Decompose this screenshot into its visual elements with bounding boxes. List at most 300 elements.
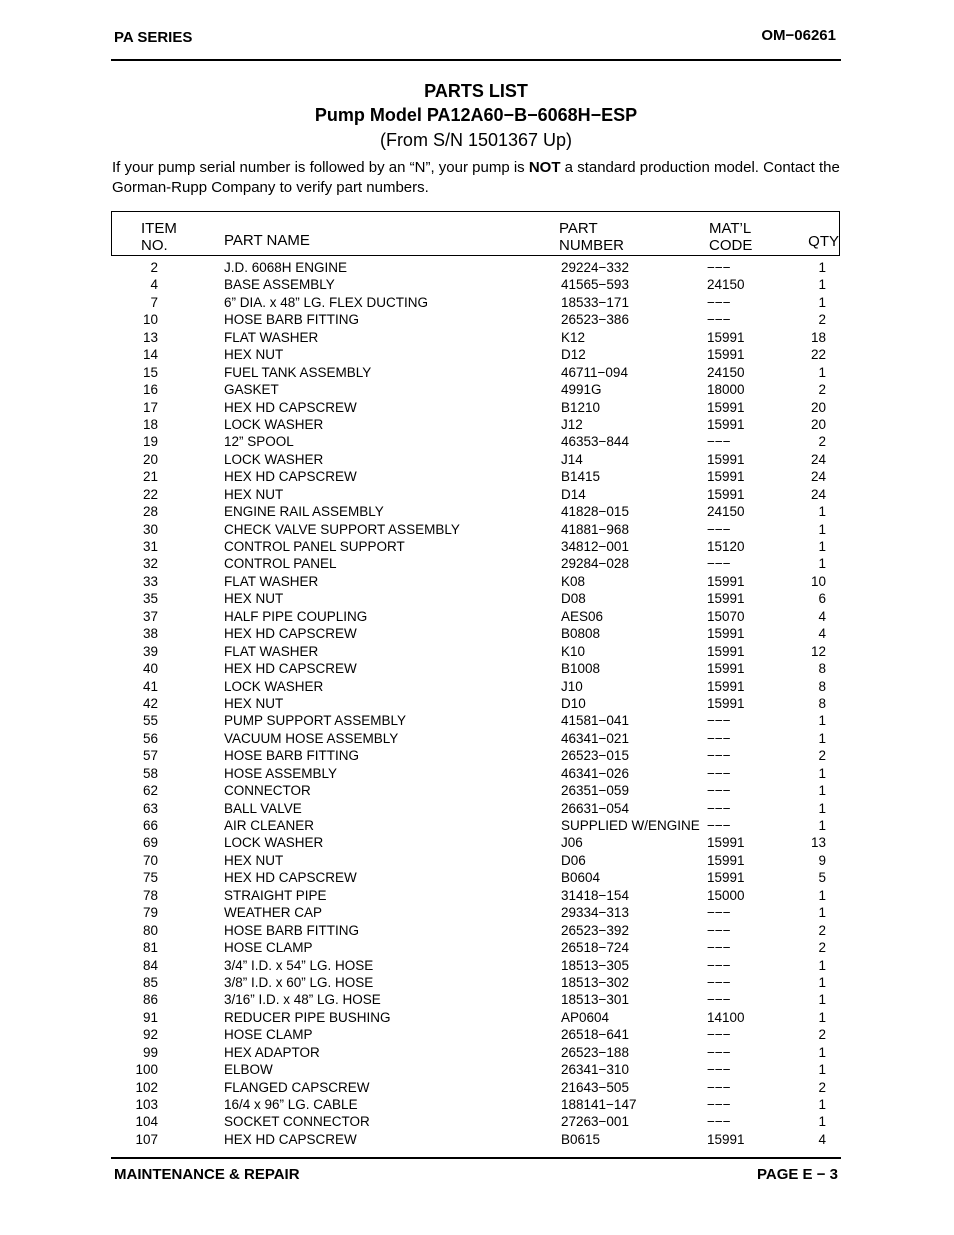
quantity: 1 [818,974,826,990]
material-code: 15991 [707,347,745,363]
material-code: −−− [707,818,731,833]
table-row [0,800,954,817]
table-row [0,381,954,398]
item-number: 15 [142,364,158,380]
pump-model: Pump Model PA12A60−B−6068H−ESP [314,105,638,125]
table-row [0,486,954,503]
quantity: 24 [810,451,826,467]
quantity: 1 [818,887,826,903]
quantity: 2 [818,382,826,398]
table-row [0,660,954,677]
item-number: 39 [142,643,158,659]
quantity: 1 [818,504,826,520]
material-code: −−− [707,1097,731,1112]
part-number: B0604 [561,870,601,886]
part-number: 46711−094 [561,364,628,380]
part-number: SUPPLIED W/ENGINE [561,818,700,833]
part-name: HEX NUT [224,486,284,502]
material-code: −−− [707,748,731,764]
quantity: 2 [818,434,826,450]
part-number: 41881−968 [561,521,629,537]
part-name: HEX HD CAPSCREW [224,399,357,415]
item-number: 99 [142,1044,158,1060]
item-number: 32 [142,556,158,572]
part-name: 6” DIA. x 48” LG. FLEX DUCTING [224,294,429,310]
quantity: 1 [818,539,826,554]
item-number: 17 [142,399,158,415]
table-row [0,311,954,328]
quantity: 1 [818,521,826,537]
part-name: HEX ADAPTOR [224,1044,320,1060]
material-code: 14100 [707,1009,745,1025]
table-row [0,608,954,625]
part-name: CONNECTOR [224,783,311,799]
material-code: 15991 [707,852,745,868]
part-name: FLAT WASHER [224,573,319,589]
table-row [0,922,954,939]
serial-range: (From S/N 1501367 Up) [379,130,573,150]
part-name: 3/4” I.D. x 54” LG. HOSE [224,957,374,973]
table-row [0,1096,954,1113]
material-code: −−− [707,556,731,572]
material-code: −−− [707,992,731,1008]
table-row [0,451,954,468]
table-row [0,416,954,433]
material-code: −−− [707,434,731,450]
col-mat-line2: CODE [709,237,753,254]
quantity: 2 [818,1079,826,1095]
part-number: 46341−021 [561,730,629,746]
part-number: 26518−641 [561,1027,629,1043]
page-number: PAGE E − 3 [756,1166,838,1183]
part-number: B0808 [561,626,601,642]
quantity: 20 [810,416,826,432]
item-number: 35 [142,591,158,607]
part-name: HALF PIPE COUPLING [224,608,368,624]
item-number: 62 [142,783,158,799]
table-row [0,1113,954,1130]
part-number: J10 [561,678,583,694]
part-number: 21643−505 [561,1079,629,1095]
material-code: 24150 [707,277,745,293]
material-code: −−− [707,905,731,921]
item-number: 20 [142,451,158,467]
part-number: B0615 [561,1131,601,1147]
part-name: 3/16” I.D. x 48” LG. HOSE [224,992,381,1008]
item-number: 16 [142,382,158,398]
part-name: AIR CLEANER [224,818,315,833]
col-material-code [709,220,752,254]
footer-rule [111,1157,841,1159]
material-code: 15991 [707,835,745,851]
part-name: STRAIGHT PIPE [224,887,327,903]
section-label: MAINTENANCE & REPAIR [114,1166,300,1183]
material-code: 15991 [707,661,745,677]
part-name: FLAT WASHER [224,329,319,345]
item-number: 42 [142,695,158,711]
part-number: J06 [561,835,583,851]
material-code: −−− [707,1044,731,1060]
material-code: 15991 [707,1131,745,1147]
material-code: −−− [707,783,731,799]
table-row [0,974,954,991]
material-code: 15991 [707,626,745,642]
part-name: HOSE CLAMP [224,940,313,956]
quantity: 1 [818,800,826,816]
quantity: 1 [818,1097,826,1112]
material-code: 18000 [707,382,745,398]
part-number: 46353−844 [561,434,629,450]
parts-table [0,259,954,1148]
part-name: HEX HD CAPSCREW [224,661,357,677]
item-number: 66 [142,818,158,833]
quantity: 1 [818,277,826,293]
table-row [0,1026,954,1043]
col-item-line1: ITEM [141,220,177,237]
table-row [0,1009,954,1026]
material-code: 15000 [707,887,745,903]
item-number: 63 [142,800,158,816]
item-number: 13 [142,329,158,345]
part-name: FUEL TANK ASSEMBLY [224,364,372,380]
part-number: D06 [561,852,586,868]
material-code: 15991 [707,870,745,886]
item-number: 19 [142,434,158,450]
item-number: 40 [142,661,158,677]
part-name: BALL VALVE [224,800,302,816]
part-number: 26518−724 [561,940,629,956]
part-name: FLANGED CAPSCREW [224,1079,370,1095]
material-code: 15991 [707,329,745,345]
item-number: 84 [142,957,158,973]
quantity: 1 [818,294,826,310]
part-number: D12 [561,347,586,363]
page-title: PARTS LIST [424,81,528,101]
item-number: 31 [142,539,158,554]
material-code: −−− [707,294,731,310]
table-row [0,590,954,607]
material-code: −−− [707,1079,731,1095]
table-row [0,887,954,904]
quantity: 1 [818,260,826,275]
quantity: 24 [810,486,826,502]
material-code: 15991 [707,591,745,607]
table-row [0,1061,954,1078]
part-number: K08 [561,573,586,589]
quantity: 2 [818,312,826,328]
table-row [0,730,954,747]
part-name: HEX NUT [224,695,284,711]
part-name: REDUCER PIPE BUSHING [224,1009,391,1025]
table-row [0,939,954,956]
table-row [0,1131,954,1148]
material-code: 15991 [707,451,745,467]
quantity: 2 [818,1027,826,1043]
part-number: 18513−302 [561,974,629,990]
part-name: GASKET [224,382,279,398]
quantity: 1 [818,765,826,781]
item-number: 28 [142,504,158,520]
part-name: PUMP SUPPORT ASSEMBLY [224,713,407,729]
part-number: 4991G [561,382,602,398]
table-row [0,468,954,485]
part-name: HEX HD CAPSCREW [224,870,357,886]
notice-text-before: If your pump serial number is followed by an “N”, your pump is [112,159,529,176]
part-name: FLAT WASHER [224,643,319,659]
table-row [0,695,954,712]
item-number: 18 [142,416,158,432]
item-number: 78 [142,887,158,903]
item-number: 79 [142,905,158,921]
quantity: 4 [818,626,826,642]
col-pn-line1: PART [559,220,598,237]
table-row [0,1079,954,1096]
part-number: 18513−301 [561,992,629,1008]
item-number: 14 [142,347,158,363]
item-number: 21 [142,469,158,485]
quantity: 24 [810,469,826,485]
material-code: 15991 [707,695,745,711]
part-number: B1415 [561,469,601,485]
part-name: HEX NUT [224,852,284,868]
part-number: 188141−147 [561,1097,637,1112]
part-number: J14 [561,451,583,467]
part-number: D14 [561,486,586,502]
item-number: 85 [142,974,158,990]
table-row [0,765,954,782]
table-row [0,678,954,695]
quantity: 1 [818,783,826,799]
part-name: J.D. 6068H ENGINE [224,260,348,275]
table-row [0,904,954,921]
manual-number: OM−06261 [761,27,836,44]
quantity: 1 [818,957,826,973]
part-number: 26523−386 [561,312,629,328]
part-number: AP0604 [561,1009,610,1025]
material-code: 15991 [707,416,745,432]
material-code: −−− [707,1062,731,1078]
table-row [0,817,954,834]
quantity: 22 [810,347,826,363]
part-name: 12” SPOOL [224,434,294,450]
part-number: 29334−313 [561,905,629,921]
table-row [0,1044,954,1061]
item-number: 100 [135,1062,158,1078]
header-rule [111,59,841,61]
item-number: 104 [135,1114,158,1130]
part-name: HEX NUT [224,591,284,607]
quantity: 1 [818,1114,826,1130]
table-row [0,625,954,642]
item-number: 33 [142,573,158,589]
table-header [111,211,840,256]
item-number: 30 [142,521,158,537]
material-code: 24150 [707,504,745,520]
material-code: −−− [707,521,731,537]
quantity: 5 [818,870,826,886]
quantity: 8 [818,661,826,677]
item-number: 92 [142,1027,158,1043]
table-row [0,555,954,572]
quantity: 18 [810,329,826,345]
material-code: 15991 [707,678,745,694]
quantity: 8 [818,678,826,694]
item-number: 86 [142,992,158,1008]
part-number: 41565−593 [561,277,629,293]
part-name: HOSE BARB FITTING [224,748,360,764]
material-code: −−− [707,713,731,729]
table-row [0,957,954,974]
part-number: 26351−059 [561,783,629,799]
table-row [0,521,954,538]
item-number: 37 [142,608,158,624]
material-code: 15070 [707,608,745,624]
table-row [0,433,954,450]
part-number: 31418−154 [561,887,629,903]
part-name: 3/8” I.D. x 60” LG. HOSE [224,974,374,990]
item-number: 70 [142,852,158,868]
table-row [0,276,954,293]
part-name: LOCK WASHER [224,678,324,694]
part-name: SOCKET CONNECTOR [224,1114,370,1130]
quantity: 1 [818,905,826,921]
part-name: BASE ASSEMBLY [224,277,335,293]
item-number: 58 [142,765,158,781]
table-row [0,538,954,555]
part-number: 26523−392 [561,922,629,938]
quantity: 4 [818,608,826,624]
item-number: 80 [142,922,158,938]
part-name: ENGINE RAIL ASSEMBLY [224,504,384,520]
part-number: 46341−026 [561,765,629,781]
part-number: 18533−171 [561,294,629,310]
col-item-no [141,220,177,254]
item-number: 103 [135,1097,158,1112]
material-code: −−− [707,1114,731,1130]
part-number: D10 [561,695,586,711]
item-number: 91 [142,1009,158,1025]
part-number: 27263−001 [561,1114,629,1130]
table-row [0,364,954,381]
item-number: 38 [142,626,158,642]
part-name: 16/4 x 96” LG. CABLE [224,1097,358,1112]
part-name: HEX HD CAPSCREW [224,469,357,485]
table-row [0,834,954,851]
quantity: 10 [810,573,826,589]
material-code: 15991 [707,643,745,659]
quantity: 6 [818,591,826,607]
item-number: 4 [150,277,158,293]
part-number: 18513−305 [561,957,629,973]
part-number: 29224−332 [561,260,629,275]
part-name: HOSE ASSEMBLY [224,765,338,781]
material-code: 15120 [707,539,745,554]
table-row [0,259,954,276]
material-code: 15991 [707,573,745,589]
table-row [0,503,954,520]
material-code: −−− [707,730,731,746]
quantity: 12 [810,643,826,659]
table-row [0,852,954,869]
item-number: 56 [142,730,158,746]
material-code: 15991 [707,469,745,485]
quantity: 2 [818,940,826,956]
part-name: HOSE BARB FITTING [224,312,360,328]
table-row [0,643,954,660]
table-row [0,573,954,590]
table-row [0,294,954,311]
part-number: 34812−001 [561,539,629,554]
col-item-line2: NO. [141,237,168,254]
part-number: K10 [561,643,586,659]
material-code: 24150 [707,364,745,380]
col-part-name: PART NAME [224,232,310,249]
part-name: WEATHER CAP [224,905,323,921]
quantity: 20 [810,399,826,415]
part-name: CONTROL PANEL [224,556,337,572]
item-number: 107 [135,1131,158,1147]
quantity: 1 [818,1044,826,1060]
quantity: 1 [818,556,826,572]
quantity: 1 [818,1062,826,1078]
quantity: 2 [818,748,826,764]
table-row [0,399,954,416]
quantity: 1 [818,730,826,746]
part-name: HEX HD CAPSCREW [224,1131,357,1147]
serial-notice [112,158,847,198]
material-code: −−− [707,312,731,328]
table-row [0,869,954,886]
part-number: K12 [561,329,586,345]
quantity: 1 [818,713,826,729]
item-number: 69 [142,835,158,851]
part-number: 26631−054 [561,800,629,816]
part-name: VACUUM HOSE ASSEMBLY [224,730,399,746]
item-number: 102 [135,1079,158,1095]
table-row [0,747,954,764]
series-label: PA SERIES [114,29,193,46]
table-row [0,329,954,346]
part-name: HEX NUT [224,347,284,363]
quantity: 2 [818,922,826,938]
material-code: −−− [707,800,731,816]
part-number: 29284−028 [561,556,629,572]
notice-text-after: a standard production model. Contact the Gorman-Rupp Company to verify part numbers. [112,159,840,196]
quantity: 9 [818,852,826,868]
part-number: J12 [561,416,583,432]
part-name: HEX HD CAPSCREW [224,626,357,642]
material-code: 15991 [707,486,745,502]
material-code: −−− [707,260,731,275]
item-number: 22 [142,486,158,502]
quantity: 1 [818,364,826,380]
part-name: LOCK WASHER [224,835,324,851]
material-code: −−− [707,957,731,973]
part-number: D08 [561,591,586,607]
part-number: 41828−015 [561,504,629,520]
part-number: 26523−188 [561,1044,629,1060]
part-number: AES06 [561,608,604,624]
table-row [0,991,954,1008]
part-name: CONTROL PANEL SUPPORT [224,539,405,554]
col-part-number [559,220,624,254]
item-number: 57 [142,748,158,764]
part-number: B1008 [561,661,601,677]
part-number: B1210 [561,399,601,415]
quantity: 1 [818,992,826,1008]
item-number: 41 [142,678,158,694]
quantity: 1 [818,1009,826,1025]
